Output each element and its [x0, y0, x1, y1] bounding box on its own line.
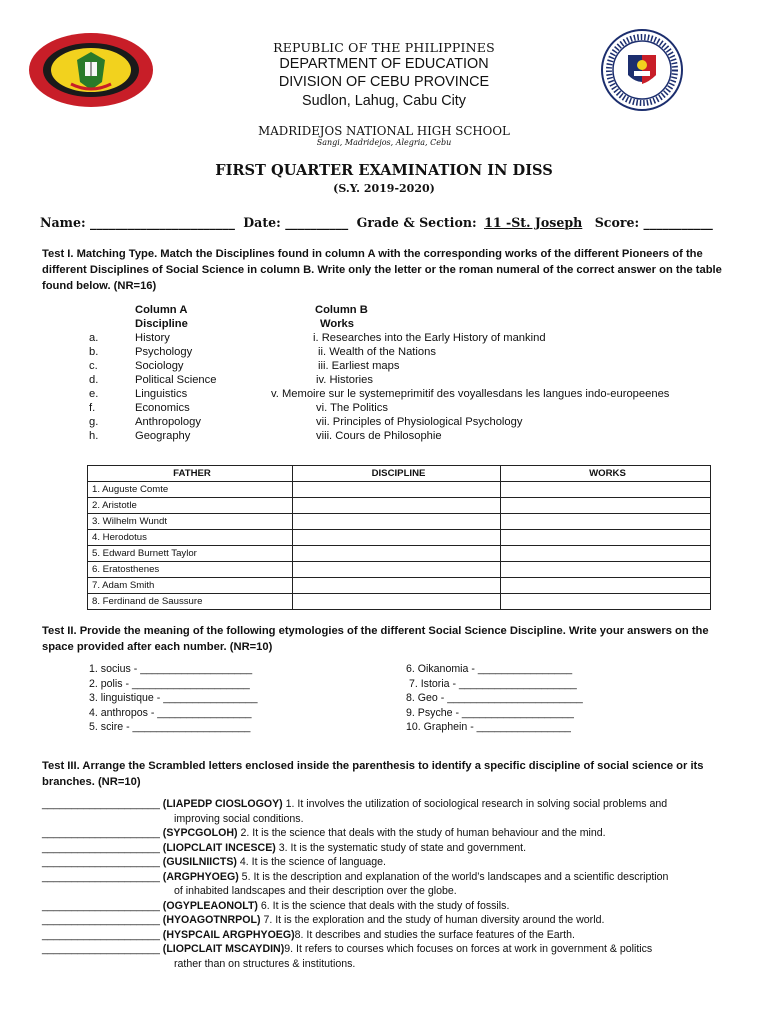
scrambled-code: (LIOPCLAIT MSCAYDIN)	[162, 943, 285, 955]
col-b-item: ii. Wealth of the Nations	[318, 346, 436, 358]
republic-heading: REPUBLIC OF THE PHILIPPINES	[273, 40, 495, 55]
school-name: MADRIDEJOS NATIONAL HIGH SCHOOL	[258, 124, 510, 138]
header-works: WORKS	[501, 466, 711, 482]
list-item	[89, 429, 289, 443]
column-a-list	[89, 331, 289, 443]
answer-blank[interactable]: ____________________	[42, 856, 160, 868]
score-field[interactable]: Score: ___________	[594, 215, 713, 230]
col-b-item: iv. Histories	[316, 374, 373, 386]
list-item	[42, 870, 732, 885]
school-address: Sangi, Madridejos, Alegria, Cebu	[316, 138, 452, 147]
item-text: Psychology	[135, 346, 193, 358]
list-item	[89, 401, 289, 415]
item-text: Political Science	[135, 374, 217, 386]
header-discipline: DISCIPLINE	[293, 466, 501, 482]
list-item	[42, 899, 732, 914]
col-b-item: i. Researches into the Early History of mankind	[313, 332, 546, 344]
grade-label: Grade & Section:	[356, 215, 477, 230]
item-continuation: rather than on structures & institutions.	[174, 957, 356, 970]
answer-blank[interactable]: ____________________	[42, 899, 160, 912]
item-text: 1. It involves the utilization of sociological research in solving social problems and	[282, 798, 668, 810]
list-item	[42, 942, 732, 957]
item-text: 4. It is the science of language.	[236, 856, 386, 868]
column-b-title: Column B	[315, 304, 368, 316]
column-a-subtitle: Discipline	[135, 318, 188, 330]
scrambled-code: (OGYPLEAONOLT)	[162, 899, 258, 912]
column-a-title: Column A	[135, 304, 188, 316]
table-row	[88, 594, 711, 610]
discipline-answer-cell[interactable]	[293, 498, 501, 514]
item-text: 9. It refers to courses which focuses on forces at work in government & politics	[284, 943, 653, 955]
list-item	[89, 373, 289, 387]
test1-instructions: Test I. Matching Type. Match the Disciplines found in column A with the corresponding works of the different Pioneers of the different Disciplines of Social Science in column B. Write only the letter or the roman numeral of the correct answer on the table found below. (NR=16)	[42, 248, 722, 292]
father-cell: 8. Ferdinand de Saussure	[88, 594, 293, 610]
grade-value: 11 -St. Joseph	[484, 215, 583, 230]
etymology-item[interactable]: 9. Psyche - ___________________	[406, 706, 574, 719]
col-b-item: vii. Principles of Physiological Psychology	[316, 416, 523, 428]
test3-instructions: Test III. Arrange the Scrambled letters enclosed inside the parenthesis to identify a specific discipline of social science or its branches. (NR=10)	[42, 760, 704, 788]
scrambled-code: (ARGPHYOEG)	[162, 870, 239, 883]
item-letter: a.	[89, 332, 99, 344]
scrambled-list	[42, 797, 732, 971]
table-row	[88, 514, 711, 530]
item-letter: g.	[89, 416, 99, 428]
discipline-answer-cell[interactable]	[293, 546, 501, 562]
works-answer-cell[interactable]	[501, 546, 711, 562]
etymology-item[interactable]: 2. polis - ____________________	[89, 677, 250, 690]
date-field[interactable]: Date: __________	[243, 215, 349, 230]
scrambled-code: (HYSPCAIL ARGPHYOEG)	[162, 928, 295, 941]
works-answer-cell[interactable]	[501, 530, 711, 546]
item-text: Linguistics	[135, 388, 188, 400]
item-letter: d.	[89, 374, 99, 386]
etymology-list-right	[406, 662, 583, 735]
item-text: Anthropology	[135, 416, 201, 428]
item-text: Geography	[135, 430, 191, 442]
col-b-item: viii. Cours de Philosophie	[316, 430, 442, 442]
column-b-subtitle: Works	[320, 318, 354, 330]
table-row	[88, 482, 711, 498]
father-cell: 3. Wilhelm Wundt	[88, 514, 293, 530]
discipline-answer-cell[interactable]	[293, 562, 501, 578]
works-answer-cell[interactable]	[501, 578, 711, 594]
item-letter: b.	[89, 346, 99, 358]
item-text: Economics	[135, 402, 190, 414]
answer-blank[interactable]: ____________________	[42, 841, 160, 854]
answer-blank[interactable]: ____________________	[42, 827, 160, 839]
father-cell: 2. Aristotle	[88, 498, 293, 514]
item-text: 8. It describes and studies the surface features of the Earth.	[294, 928, 575, 941]
works-answer-cell[interactable]	[501, 594, 711, 610]
scrambled-code: (HYOAGOTNRPOL)	[162, 914, 261, 926]
scrambled-code: (SYPCGOLOH)	[162, 827, 238, 839]
answer-blank[interactable]: ____________________	[42, 798, 160, 810]
exam-title: FIRST QUARTER EXAMINATION IN DISS	[215, 162, 553, 179]
etymology-item[interactable]: 10. Graphein - ________________	[406, 721, 571, 733]
list-item	[42, 841, 732, 856]
school-year: (S.Y. 2019-2020)	[333, 182, 435, 195]
etymology-item[interactable]: 7. Istoria - ____________________	[406, 677, 577, 690]
table-header-row	[88, 466, 711, 482]
col-b-item: iii. Earliest maps	[318, 360, 400, 372]
item-continuation: improving social conditions.	[174, 812, 304, 825]
list-item	[89, 331, 289, 345]
table-row	[88, 578, 711, 594]
table-row	[88, 498, 711, 514]
etymology-list-left	[89, 662, 257, 735]
discipline-answer-cell[interactable]	[293, 530, 501, 546]
etymology-item[interactable]: 3. linguistique - ________________	[89, 692, 258, 704]
list-item	[89, 387, 289, 401]
item-letter: c.	[89, 360, 98, 372]
col-b-item: vi. The Politics	[316, 402, 388, 414]
discipline-answer-cell[interactable]	[293, 594, 501, 610]
answer-table	[87, 465, 711, 610]
item-continuation: of inhabited landscapes and their description over the globe.	[174, 885, 457, 897]
etymology-item[interactable]: 4. anthropos - ________________	[89, 706, 252, 719]
item-text: 7. It is the exploration and the study of human diversity around the world.	[260, 914, 605, 926]
item-text: 2. It is the science that deals with the study of human behaviour and the mind.	[237, 827, 606, 839]
discipline-answer-cell[interactable]	[293, 514, 501, 530]
scrambled-code: (GUSILNIICTS)	[162, 856, 237, 868]
scrambled-code: (LIOPCLAIT INCESCE)	[162, 841, 276, 854]
item-letter: e.	[89, 388, 99, 400]
father-cell: 6. Eratosthenes	[88, 562, 293, 578]
answer-blank[interactable]: ____________________	[42, 928, 160, 941]
item-letter: f.	[89, 402, 96, 414]
discipline-answer-cell[interactable]	[293, 482, 501, 498]
list-item	[89, 359, 289, 373]
works-answer-cell[interactable]	[501, 514, 711, 530]
father-cell: 1. Auguste Comte	[88, 482, 293, 498]
father-cell: 7. Adam Smith	[88, 578, 293, 594]
header-father: FATHER	[88, 466, 293, 482]
list-item	[42, 826, 732, 841]
etymology-item[interactable]: 6. Oikanomia - ________________	[406, 663, 573, 675]
item-letter: h.	[89, 430, 99, 442]
works-answer-cell[interactable]	[501, 562, 711, 578]
department-heading: DEPARTMENT OF EDUCATION	[279, 56, 489, 72]
answer-blank[interactable]: ____________________	[42, 870, 160, 883]
father-cell: 5. Edward Burnett Taylor	[88, 546, 293, 562]
student-info-line	[40, 215, 730, 230]
discipline-answer-cell[interactable]	[293, 578, 501, 594]
item-text: 3. It is the systematic study of state and government.	[275, 841, 527, 854]
works-answer-cell[interactable]	[501, 482, 711, 498]
table-row	[88, 562, 711, 578]
answer-blank[interactable]: ____________________	[42, 943, 160, 955]
division-heading: DIVISION OF CEBU PROVINCE	[278, 74, 490, 90]
table-row	[88, 546, 711, 562]
list-item	[42, 928, 732, 943]
list-item	[89, 415, 289, 429]
item-text: 5. It is the description and explanation of the world’s landscapes and a scientific description	[238, 870, 669, 883]
father-cell: 4. Herodotus	[88, 530, 293, 546]
etymology-item[interactable]: 5. scire - ____________________	[89, 721, 251, 733]
works-answer-cell[interactable]	[501, 498, 711, 514]
etymology-item[interactable]: 8. Geo - _______________________	[406, 692, 583, 704]
table-row	[88, 530, 711, 546]
location-heading: Sudlon, Lahug, Cabu City	[301, 93, 466, 109]
list-item	[42, 855, 732, 870]
scrambled-code: (LIAPEDP CIOSLOGOY)	[162, 798, 283, 810]
item-text: History	[135, 332, 170, 344]
name-field[interactable]: Name: _______________________	[40, 215, 235, 230]
item-text: Sociology	[135, 360, 184, 372]
test2-instructions: Test II. Provide the meaning of the following etymologies of the different Social Science Discipline. Write your answers on the space provided after each number. (NR=10)	[42, 625, 709, 653]
list-item	[42, 913, 732, 928]
answer-blank[interactable]: ____________________	[42, 914, 160, 926]
col-b-item: v. Memoire sur le systemeprimitif des voyallesdans les langues indo-europeenes	[271, 388, 670, 400]
item-text: 6. It is the science that deals with the study of fossils.	[257, 899, 510, 912]
list-item	[89, 345, 289, 359]
list-item	[42, 797, 732, 812]
etymology-item[interactable]: 1. socius - ___________________	[89, 663, 253, 675]
